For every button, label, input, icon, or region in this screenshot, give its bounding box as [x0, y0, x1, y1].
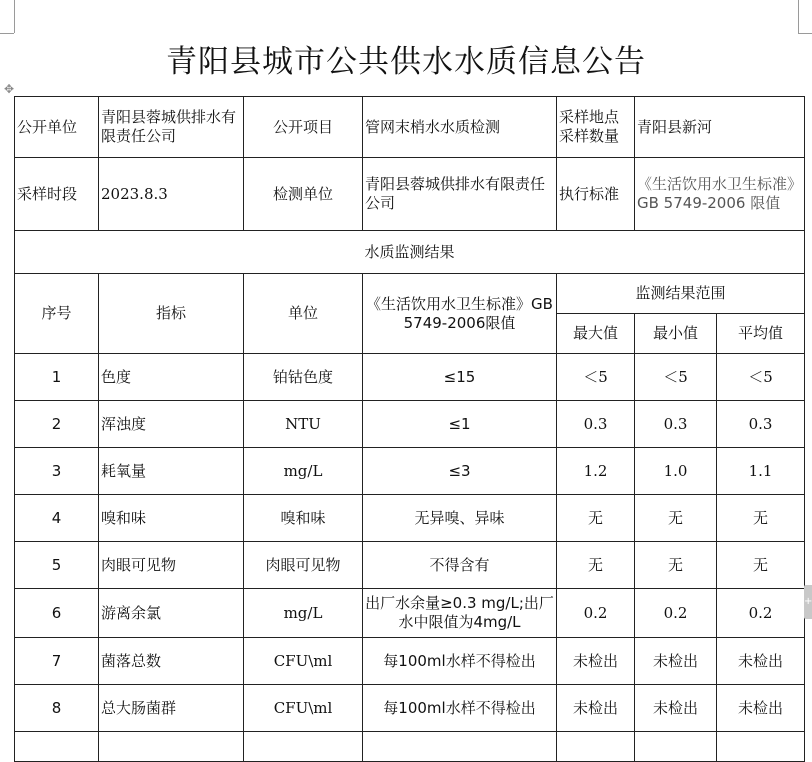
water-quality-table: [14, 96, 805, 762]
crop-mark-top-right-v: [798, 0, 799, 33]
info-label-project: 公开项目: [244, 97, 363, 158]
cell-avg: 未检出: [717, 685, 805, 732]
info-label-sampling-location: 采样地点采样数量: [557, 97, 635, 158]
cell-max: 未检出: [557, 638, 635, 685]
header-row-1: [15, 274, 805, 314]
section-row: [15, 231, 805, 274]
cell-limit: 每100ml水样不得检出: [363, 685, 557, 732]
cell-limit: 出厂水余量≥0.3 mg/L;出厂水中限值为4mg/L: [363, 589, 557, 638]
info-label-sampling-period: 采样时段: [15, 158, 99, 231]
cell-no: 8: [15, 685, 99, 732]
cell-max: 0.3: [557, 401, 635, 448]
cell-max: 0.2: [557, 589, 635, 638]
cell-avg: 无: [717, 495, 805, 542]
cell-unit: CFU\ml: [244, 638, 363, 685]
info-row-2: [15, 158, 805, 231]
cell-indicator: 肉眼可见物: [99, 542, 244, 589]
header-range: 监测结果范围: [557, 274, 805, 314]
table-row: [15, 589, 805, 638]
cell-limit: 不得含有: [363, 542, 557, 589]
cell-indicator: 浑浊度: [99, 401, 244, 448]
info-value-publisher: 青阳县蓉城供排水有限责任公司: [99, 97, 244, 158]
cell-min: 未检出: [635, 638, 717, 685]
crop-mark-top-right: [798, 33, 812, 34]
cell-max: 无: [557, 542, 635, 589]
side-scroll-tab[interactable]: +: [804, 585, 812, 619]
cell-min: 1.0: [635, 448, 717, 495]
cell-indicator: 嗅和味: [99, 495, 244, 542]
cell-no: 1: [15, 354, 99, 401]
table-row: [15, 638, 805, 685]
info-value-testing-unit: 青阳县蓉城供排水有限责任公司: [363, 158, 557, 231]
crop-mark-top-left-v: [14, 0, 15, 33]
info-label-testing-unit: 检测单位: [244, 158, 363, 231]
cell-indicator: 总大肠菌群: [99, 685, 244, 732]
cell-indicator: 色度: [99, 354, 244, 401]
cell-min: 未检出: [635, 685, 717, 732]
cell-no: 3: [15, 448, 99, 495]
cell-max: ＜5: [557, 354, 635, 401]
cell-avg: 0.3: [717, 401, 805, 448]
info-value-project: 管网末梢水水质检测: [363, 97, 557, 158]
info-value-sampling-location: 青阳县新河: [635, 97, 805, 158]
header-standard: 《生活饮用水卫生标准》GB 5749-2006限值: [363, 274, 557, 354]
cell-limit: 每100ml水样不得检出: [363, 638, 557, 685]
cell-unit: 肉眼可见物: [244, 542, 363, 589]
table-row: [15, 495, 805, 542]
header-no: 序号: [15, 274, 99, 354]
header-max: 最大值: [557, 314, 635, 354]
cell-unit: mg/L: [244, 589, 363, 638]
cell-avg: 无: [717, 542, 805, 589]
cell-avg: 1.1: [717, 448, 805, 495]
cell-unit: NTU: [244, 401, 363, 448]
cell-unit: 铂钴色度: [244, 354, 363, 401]
cell-limit: ≤1: [363, 401, 557, 448]
header-unit: 单位: [244, 274, 363, 354]
move-handle-icon[interactable]: ✥: [3, 82, 15, 96]
cell-unit: CFU\ml: [244, 685, 363, 732]
cell-no: 7: [15, 638, 99, 685]
cell-max: 无: [557, 495, 635, 542]
cell-limit: 无异嗅、异味: [363, 495, 557, 542]
cell-indicator: 耗氧量: [99, 448, 244, 495]
document-title: 青阳县城市公共供水水质信息公告: [166, 44, 646, 80]
cell-avg: 未检出: [717, 638, 805, 685]
table-row: [15, 354, 805, 401]
info-row-1: [15, 97, 805, 158]
cell-limit: ≤3: [363, 448, 557, 495]
header-indicator: 指标: [99, 274, 244, 354]
cell-max: 1.2: [557, 448, 635, 495]
cell-no: 6: [15, 589, 99, 638]
cell-unit: 嗅和味: [244, 495, 363, 542]
cell-min: 无: [635, 495, 717, 542]
cell-avg: ＜5: [717, 354, 805, 401]
cell-limit: ≤15: [363, 354, 557, 401]
header-avg: 平均值: [717, 314, 805, 354]
cell-no: 5: [15, 542, 99, 589]
table-row: [15, 448, 805, 495]
table-row: [15, 685, 805, 732]
cell-indicator: 菌落总数: [99, 638, 244, 685]
cell-no: 4: [15, 495, 99, 542]
table-row: [15, 401, 805, 448]
table-row: [15, 542, 805, 589]
cell-min: 无: [635, 542, 717, 589]
section-title: 水质监测结果: [15, 231, 805, 274]
cell-max: 未检出: [557, 685, 635, 732]
cell-min: ＜5: [635, 354, 717, 401]
cell-unit: mg/L: [244, 448, 363, 495]
cell-min: 0.3: [635, 401, 717, 448]
header-min: 最小值: [635, 314, 717, 354]
cell-avg: 0.2: [717, 589, 805, 638]
crop-mark-top-left: [0, 33, 14, 34]
info-label-standard: 执行标准: [557, 158, 635, 231]
info-value-standard: 《生活饮用水卫生标准》GB 5749-2006 限值: [635, 158, 805, 231]
info-label-publisher: 公开单位: [15, 97, 99, 158]
cell-no: 2: [15, 401, 99, 448]
table-row-partial: [15, 732, 805, 762]
cell-indicator: 游离余氯: [99, 589, 244, 638]
info-value-sampling-period: 2023.8.3: [99, 158, 244, 231]
cell-min: 0.2: [635, 589, 717, 638]
